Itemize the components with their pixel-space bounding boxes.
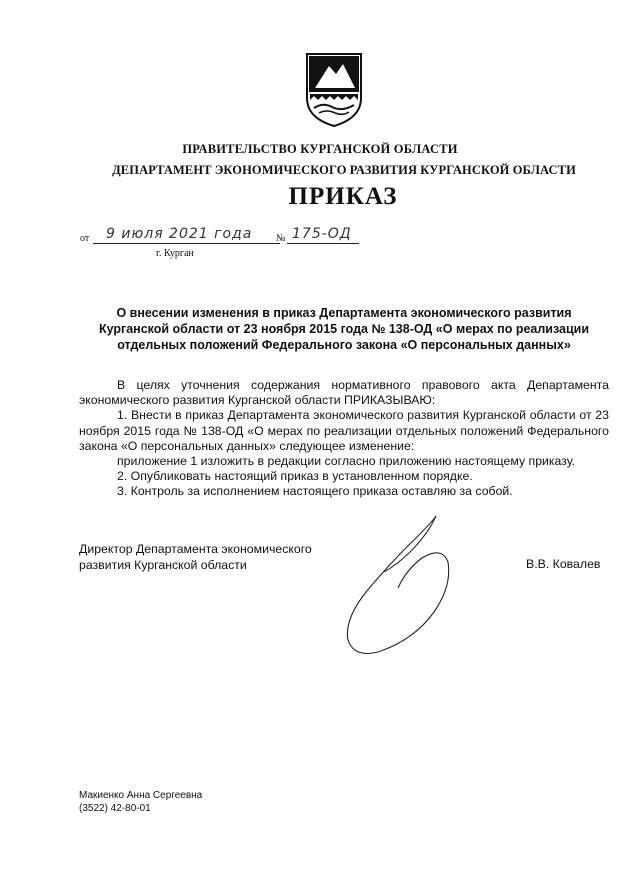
document-type-title: ПРИКАЗ <box>288 183 398 210</box>
handwritten-number: 175-ОД <box>292 226 352 242</box>
number-label: № <box>276 233 286 244</box>
order-item-1: 1. Внести в приказ Департамента экономического развития Курганской области от 23 ноября 2015 года № 138-ОД «О мерах по реализации отдельных положений Федерального закона «О персональных данных» следующее изменение: <box>79 408 609 453</box>
date-from-label: от <box>80 233 90 244</box>
number-underline <box>287 243 359 244</box>
signatory-name: В.В. Ковалев <box>526 557 601 571</box>
date-number-row <box>80 228 380 248</box>
government-title: ПРАВИТЕЛЬСТВО КУРГАНСКОЙ ОБЛАСТИ <box>182 142 458 156</box>
date-underline <box>93 243 280 244</box>
order-subject: О внесении изменения в приказ Департамента экономического развития Курганской области от 23 ноября 2015 года № 138-ОД «О мерах по реализации отдельных положений Федерального закона «О персональных данных» <box>98 306 590 352</box>
signatory-position <box>79 541 312 573</box>
coat-of-arms-emblem <box>305 52 363 128</box>
executor-info <box>79 789 202 815</box>
department-title: ДЕПАРТАМЕНТ ЭКОНОМИЧЕСКОГО РАЗВИТИЯ КУРГАНСКОЙ ОБЛАСТИ <box>112 163 576 177</box>
handwritten-date: 9 июля 2021 года <box>106 226 253 242</box>
handwritten-signature <box>336 512 466 662</box>
preamble-paragraph: В целях уточнения содержания нормативного правового акта Департамента экономического развития Курганской области ПРИКАЗЫВАЮ: <box>79 378 609 408</box>
order-item-1-sub: приложение 1 изложить в редакции согласно приложению настоящему приказу. <box>117 454 576 469</box>
signatory-position-line-2: развития Курганской области <box>79 558 247 572</box>
order-item-3: 3. Контроль за исполнением настоящего приказа оставляю за собой. <box>117 484 513 499</box>
executor-phone: (3522) 42-80-01 <box>79 803 151 814</box>
order-item-2: 2. Опубликовать настоящий приказ в установленном порядке. <box>117 469 473 484</box>
order-body <box>79 378 609 500</box>
executor-name: Макиенко Анна Сергеевна <box>79 790 203 801</box>
signatory-position-line-1: Директор Департамента экономического <box>79 542 312 556</box>
city-label: г. Курган <box>156 248 194 259</box>
